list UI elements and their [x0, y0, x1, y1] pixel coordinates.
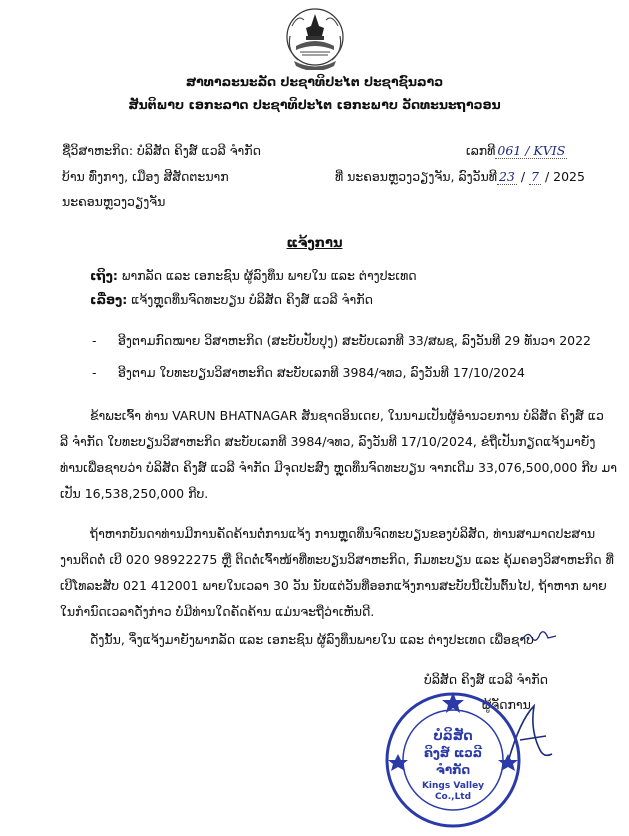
body-paragraph-1-line-3: ທ່ານເພື່ອຊາບວ່າ ບໍລິສັດ ຄິງສ໌ ແວລີ ຈຳກັດ ມີຈຸດປະສົງ ຫຼຸດທຶນຈົດທະບຽນ ຈາກເດີມ 33,076,500,000 ກີບ ມາ [60, 460, 617, 475]
body-paragraph-1-line-4: ເປັນ 16,538,250,000 ກີບ. [60, 486, 209, 501]
lao-national-emblem-icon [284, 6, 346, 70]
body-paragraph-1-line-1: ຂ້າພະເຈົ້າ ທ່ານ VARUN BHATNAGAR ສັນຊາດອິນເດຍ, ໃນນາມເປັນຜູ້ອຳນວຍການ ບໍລິສັດ ຄິງສ໌ ແວ [90, 408, 604, 423]
reference-number-value: 061 / KVIS [497, 143, 566, 158]
subject-text: ແຈ້ງຫຼຸດທຶນຈົດທະບຽນ ບໍລິສັດ ຄິງສ໌ ແວລີ ຈຳກັດ [131, 292, 373, 307]
sender-address-1: ບ້ານ ທົ່ງກາງ, ເມືອງ ສີສັດຕະນາກ [62, 169, 229, 184]
body-paragraph-3: ດັ່ງນັ້ນ, ຈຶ່ງແຈ້ງມາຍັງພາກລັດ ແລະ ເອກະຊົນ ຜູ້ລົງທຶນພາຍໃນ ແລະ ຕ່າງປະເທດ ເພື່ອຊາບ [90, 632, 534, 647]
subject-label: ເລື່ອງ: [90, 292, 128, 307]
header-line-1: ສາທາລະນະລັດ ປະຊາທິປະໄຕ ປະຊາຊົນລາວ [185, 74, 444, 89]
place-date-label: ທີ່ ນະຄອນຫຼວງວຽງຈັນ, ລົງວັນທີ [335, 169, 497, 184]
company-stamp-icon [378, 688, 528, 834]
sender-address-2: ນະຄອນຫຼວງວຽງຈັນ [62, 194, 166, 209]
stamp-center-line-2: ຄິງສ໌ ແວລີ [423, 746, 483, 760]
stamp-center-line-1: ບໍລິສັດ [433, 729, 473, 744]
date-day: 23 [498, 169, 515, 184]
recipient-line [90, 268, 417, 283]
body-paragraph-2-line-1: ຖ້າຫາກບັນດາທ່ານມີການຄັດຄ້ານຕໍ່ການແຈ້ງ ການຫຼຸດທຶນຈົດທະບຽນຂອງບໍລິສັດ, ທ່ານສາມາດປະສານ [90, 526, 596, 541]
stamp-english-line-2: Co.,Ltd [434, 792, 472, 802]
reference-item-1: ອີງຕາມກົດໝາຍ ວິສາຫະກິດ (ສະບັບປັບປຸງ) ສະບັບເລກທີ 33/ສພຊ, ລົງວັນທີ 29 ທັນວາ 2022 [118, 333, 592, 348]
place-date: ທີ່ ນະຄອນຫຼວງວຽງຈັນ, ລົງວັນທີ 23 / 7 / 2025 [335, 169, 585, 184]
date-month: 7 [531, 169, 539, 184]
date-year: 2025 [553, 169, 585, 184]
subject-line [90, 292, 373, 307]
stamp-english-line-1: Kings Valley [421, 781, 485, 791]
body-paragraph-2-line-4: ໃນກຳນົດເວລາດັ່ງກ່າວ ບໍ່ມີທ່ານໃດຄັດຄ້ານ ແມ່ນຈະຖືວ່າເຫັນດີ. [60, 604, 375, 619]
body-paragraph-2-line-2: ງານຕິດຕໍ່ ເບີ 020 98922275 ຫຼື ຕິດຕໍ່ເຈົ້າໜ້າທີ່ທະບຽນວິສາຫະກິດ, ກົມທະບຽນ ແລະ ຄຸ້ມຄອງວິສາຫະກິດ ທີ່ [60, 552, 614, 567]
stamp-center-line-3: ຈຳກັດ [435, 763, 471, 777]
reference-number [466, 143, 567, 158]
recipient-text: ພາກລັດ ແລະ ເອກະຊົນ ຜູ້ລົງທຶນ ພາຍໃນ ແລະ ຕ່າງປະເທດ [121, 268, 417, 283]
signature-role: ຜູ້ຈັດການ [482, 697, 531, 712]
document-title: ແຈ້ງການ [286, 236, 343, 251]
handwritten-initial-icon [520, 626, 560, 646]
header-line-2: ສັນຕິພາບ ເອກະລາດ ປະຊາທິປະໄຕ ເອກະພາບ ວັດທະນະຖາວອນ [128, 97, 501, 112]
reference-item-2: ອີງຕາມ ໃບທະບຽນວິສາຫະກິດ ສະບັບເລກທີ 3984/ຈທວ, ລົງວັນທີ 17/10/2024 [118, 365, 525, 380]
recipient-label: ເຖິງ: [90, 268, 118, 283]
body-paragraph-1-line-2: ລີ ຈຳກັດ ໃບທະບຽນວິສາຫະກິດ ສະບັບເລກທີ 3984/ຈທວ, ລົງວັນທີ 17/10/2024, ຂໍຖືເປັນກຽດແຈ້ງມາຍັງ [60, 434, 596, 449]
signature-company: ບໍລິສັດ ຄິງສ໌ ແວລີ ຈຳກັດ [424, 672, 548, 687]
reference-bullet: - [92, 333, 97, 348]
sender-company: ຊື່ວິສາຫະກິດ: ບໍລິສັດ ຄິງສ໌ ແວລີ ຈຳກັດ [62, 143, 262, 158]
reference-bullet: - [92, 365, 97, 380]
body-paragraph-2-line-3: ເບີໂທລະສັບ 021 412001 ພາຍໃນເວລາ 30 ວັນ ນັບແຕ່ວັນທີ່ອອກແຈ້ງການສະບັບນີ້ເປັນຕົ້ນໄປ, ຖ້າຫາກ ພາຍ [60, 578, 607, 593]
reference-number-label: ເລກທີ [466, 143, 496, 158]
